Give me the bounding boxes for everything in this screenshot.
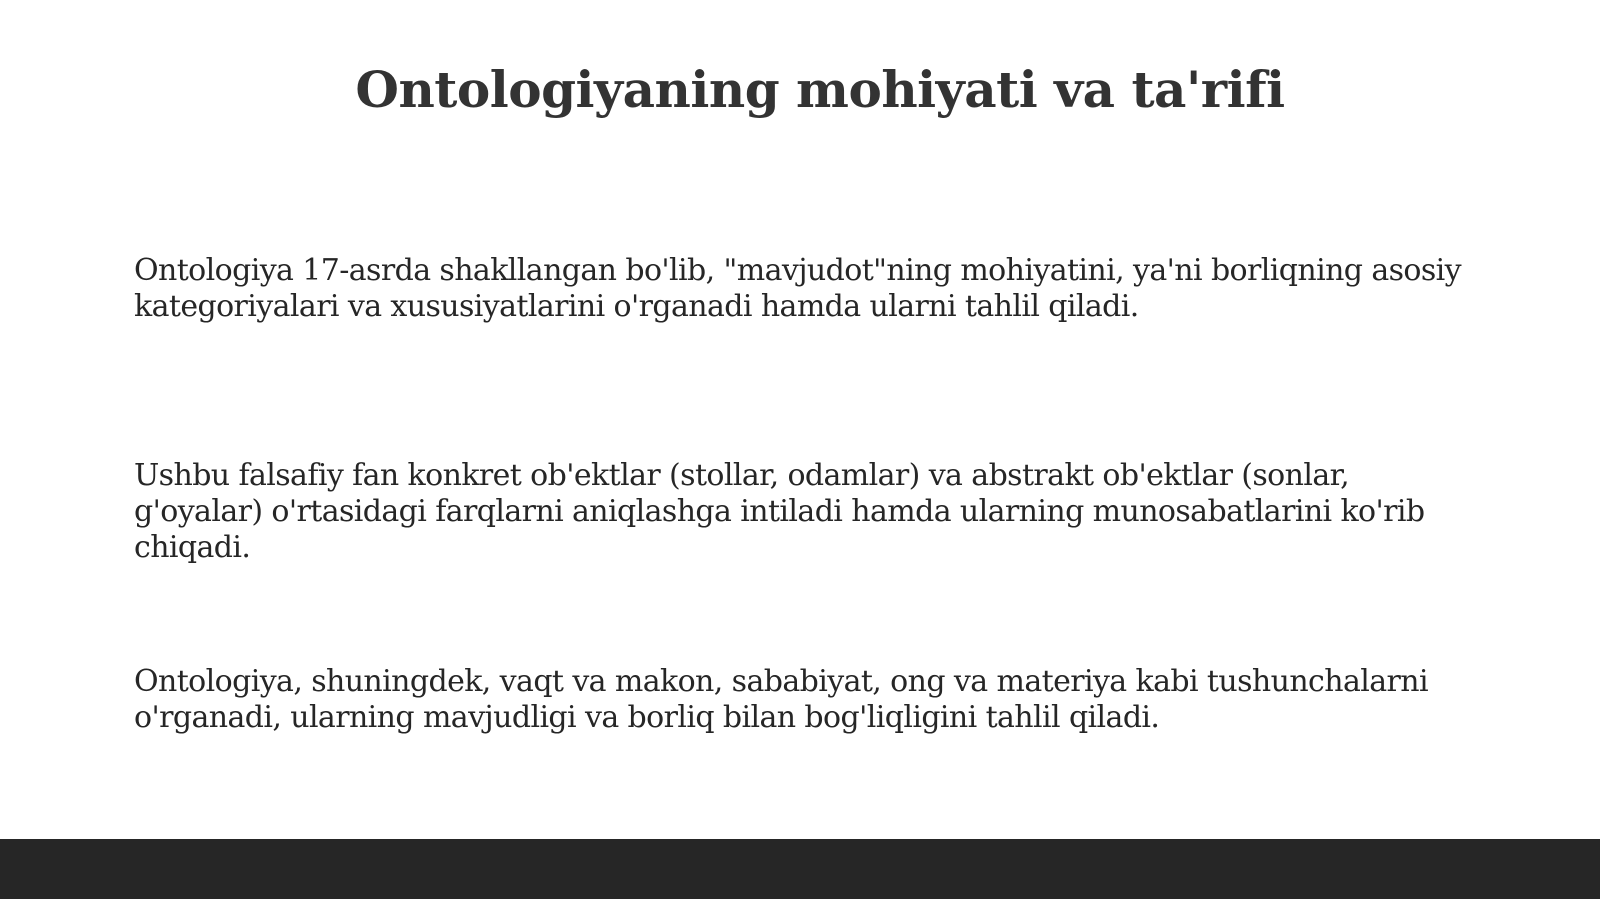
- slide-title: Ontologiyaning mohiyati va ta'rifi: [355, 60, 1285, 119]
- footer-bar: [0, 839, 1600, 899]
- paragraph-3: Ontologiya, shuningdek, vaqt va makon, sababiyat, ong va materiya kabi tushunchalarni o'rganadi, ularning mavjudligi va borliq bilan bog'liqligini tahlil qiladi.: [134, 664, 1429, 735]
- paragraph-1: Ontologiya 17-asrda shakllangan bo'lib, "mavjudot"ning mohiyatini, ya'ni borliqning asosiy kategoriyalari va xususiyatlarini o'rganadi hamda ularni tahlil qiladi.: [134, 253, 1462, 324]
- paragraph-2: Ushbu falsafiy fan konkret ob'ektlar (stollar, odamlar) va abstrakt ob'ektlar (sonlar, g'oyalar) o'rtasidagi farqlarni aniqlashga intiladi hamda ularning munosabatlarini ko'rib chiqadi.: [134, 458, 1425, 565]
